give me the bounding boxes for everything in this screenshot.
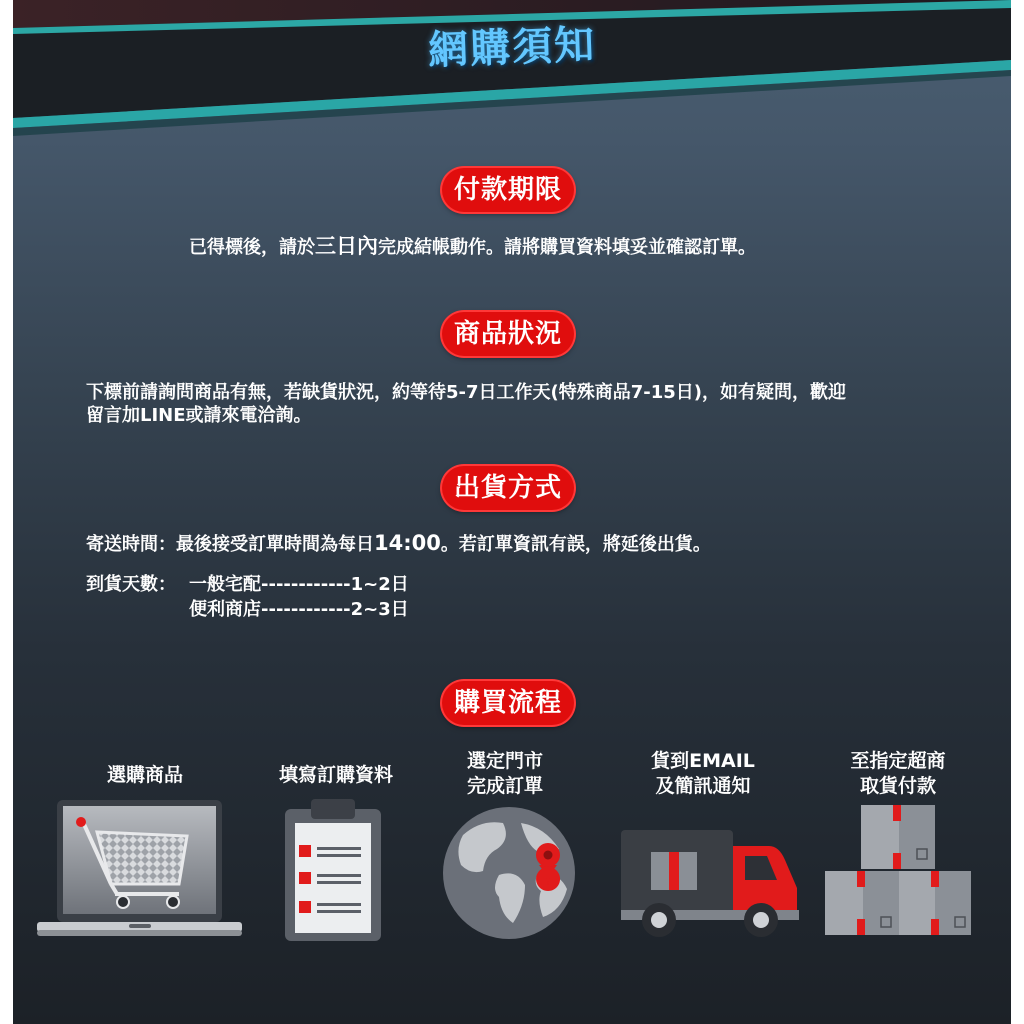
condition-text-line2: 留言加LINE或請來電洽詢。 (86, 405, 312, 426)
step-label-4: 貨到EMAIL 及簡訊通知 (651, 750, 755, 797)
delivery-days-home: 一般宅配------------1~2日 (189, 574, 409, 595)
delivery-days-store: 便利商店------------2~3日 (189, 599, 409, 620)
globe-pin-icon (441, 805, 577, 941)
step-label-3: 選定門市 完成訂單 (466, 750, 543, 797)
delivery-days-label: 到貨天數： (86, 574, 176, 595)
section-title-payment: 付款期限 (442, 168, 574, 212)
section-title-condition: 商品狀況 (442, 312, 574, 356)
laptop-cart-icon (37, 800, 242, 940)
step-label-5: 至指定超商 取貨付款 (850, 750, 946, 797)
boxes-icon (823, 803, 973, 939)
shipping-time-text: 寄送時間：最後接受訂單時間為每日14:00。若訂單資訊有誤，將延後出貨。 (86, 531, 711, 555)
section-title-shipping: 出貨方式 (442, 466, 574, 510)
step-label-2: 填寫訂購資料 (278, 764, 393, 786)
title-banner (13, 0, 1011, 140)
clipboard-icon (283, 797, 383, 943)
condition-text-line1: 下標前請詢問商品有無，若缺貨狀況，約等待5-7日工作天(特殊商品7-15日)，如有疑問，歡迎 (86, 382, 847, 403)
info-panel (13, 0, 1011, 1024)
banner-title: 網購須知 (427, 22, 597, 74)
section-title-process: 購買流程 (442, 681, 574, 725)
step-label-1: 選購商品 (106, 764, 183, 786)
delivery-truck-icon (621, 826, 799, 942)
payment-text: 已得標後，請於三日內完成結帳動作。請將購買資料填妥並確認訂單。 (189, 234, 756, 258)
